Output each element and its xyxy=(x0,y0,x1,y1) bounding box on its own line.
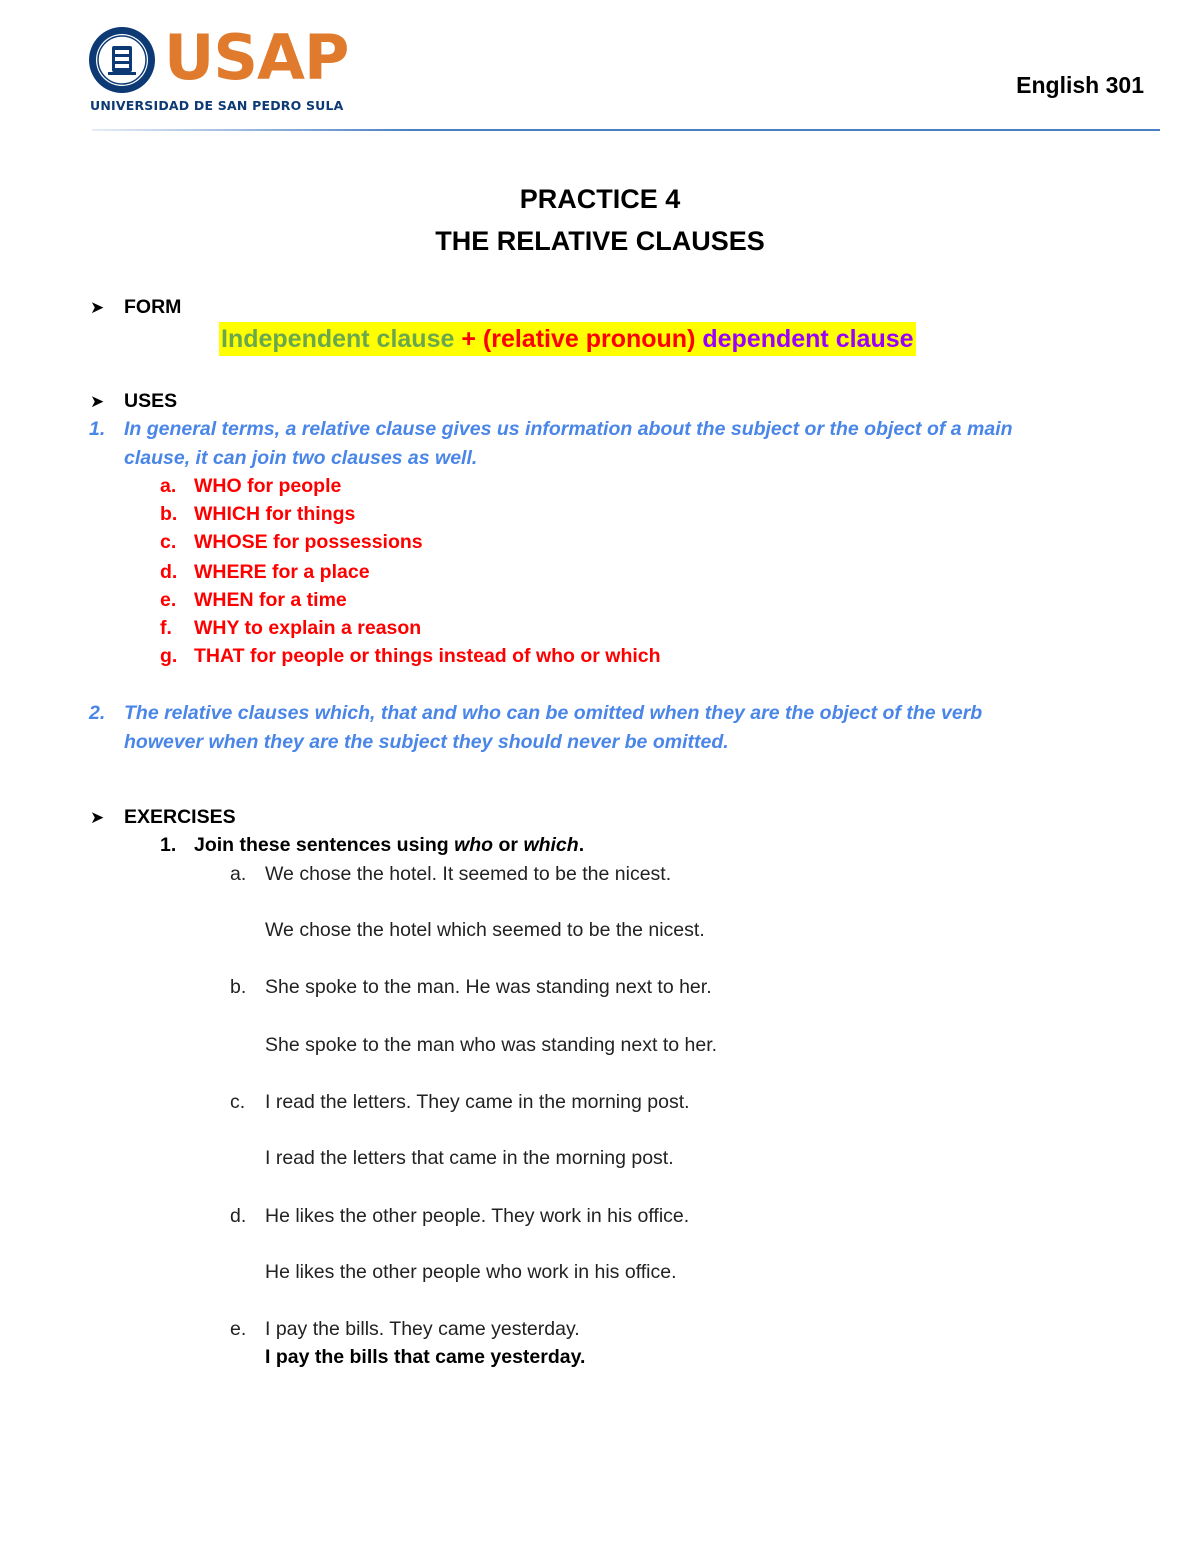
pronoun-item: WHOSE for possessions xyxy=(194,531,423,553)
arrow-bullet-icon: ➤ xyxy=(90,808,105,827)
formula-plus: + xyxy=(454,325,483,353)
logo-wordmark: USAP xyxy=(164,21,349,94)
exercise-answer: He likes the other people who work in his office. xyxy=(265,1261,677,1283)
uses-item-text: clause, it can join two clauses as well. xyxy=(124,447,478,469)
exercise-answer: She spoke to the man who was standing next to her. xyxy=(265,1034,718,1056)
pronoun-item: WHICH for things xyxy=(194,503,356,525)
pronoun-letter: c. xyxy=(160,531,177,553)
page-header xyxy=(0,0,1200,140)
pronoun-item: THAT for people or things instead of who or which xyxy=(194,645,661,667)
pronoun-item: WHERE for a place xyxy=(194,561,370,583)
page-subtitle: THE RELATIVE CLAUSES xyxy=(435,226,765,256)
course-label: English 301 xyxy=(1016,72,1144,98)
pronoun-item: WHO for people xyxy=(194,475,342,497)
pronoun-letter: f. xyxy=(160,617,172,639)
pronoun-item: WHEN for a time xyxy=(194,589,347,611)
exercise-prompt: We chose the hotel. It seemed to be the nicest. xyxy=(265,863,672,885)
header-divider xyxy=(92,129,1160,131)
form-formula xyxy=(219,322,916,356)
instruction-or: or xyxy=(493,834,524,856)
formula-independent: Independent clause xyxy=(221,325,455,353)
instruction-which: which xyxy=(523,834,579,856)
page-title: PRACTICE 4 xyxy=(519,184,681,214)
pronoun-letter: a. xyxy=(160,475,177,497)
uses-item-number: 1. xyxy=(89,418,106,440)
uses-item-text: The relative clauses which, that and who can be omitted when they are the object of the verb xyxy=(124,702,983,724)
formula-relative-pronoun: (relative pronoun) xyxy=(482,325,696,353)
exercise-letter: a. xyxy=(230,863,247,885)
pronoun-letter: b. xyxy=(160,503,178,525)
exercise-letter: b. xyxy=(230,976,247,998)
arrow-bullet-icon: ➤ xyxy=(90,298,105,317)
exercise-prompt: I pay the bills. They came yesterday. xyxy=(265,1318,580,1340)
uses-item-text: In general terms, a relative clause gives us information about the subject or the object of a main xyxy=(124,418,1013,440)
uses-item-text: however when they are the subject they should never be omitted. xyxy=(124,731,729,753)
exercise-prompt: She spoke to the man. He was standing next to her. xyxy=(265,976,712,998)
exercise-instruction xyxy=(194,834,584,857)
exercises-heading: EXERCISES xyxy=(124,806,236,828)
uses-heading: USES xyxy=(124,390,178,412)
usap-logo xyxy=(88,21,349,118)
exercise-letter: e. xyxy=(230,1318,247,1340)
arrow-bullet-icon: ➤ xyxy=(90,392,105,411)
exercise-answer: I pay the bills that came yesterday. xyxy=(265,1346,586,1368)
exercise-number: 1. xyxy=(160,834,177,856)
exercise-prompt: I read the letters. They came in the morning post. xyxy=(265,1091,690,1113)
exercise-prompt: He likes the other people. They work in his office. xyxy=(265,1205,690,1227)
pronoun-item: WHY to explain a reason xyxy=(194,617,422,639)
uses-item-number: 2. xyxy=(89,702,106,724)
instruction-text: Join these sentences using xyxy=(194,834,455,856)
exercise-letter: c. xyxy=(230,1091,246,1113)
formula-dependent: dependent clause xyxy=(695,325,914,353)
instruction-who: who xyxy=(454,834,494,856)
exercise-answer: I read the letters that came in the morning post. xyxy=(265,1147,674,1169)
pronoun-letter: e. xyxy=(160,589,177,611)
pronoun-letter: d. xyxy=(160,561,178,583)
instruction-period: . xyxy=(578,834,585,856)
form-heading: FORM xyxy=(124,296,182,318)
pronoun-letter: g. xyxy=(160,645,178,667)
university-name: UNIVERSIDAD DE SAN PEDRO SULA xyxy=(90,98,344,113)
exercise-letter: d. xyxy=(230,1205,247,1227)
exercise-answer: We chose the hotel which seemed to be the nicest. xyxy=(265,919,705,941)
university-seal-icon xyxy=(88,26,156,94)
